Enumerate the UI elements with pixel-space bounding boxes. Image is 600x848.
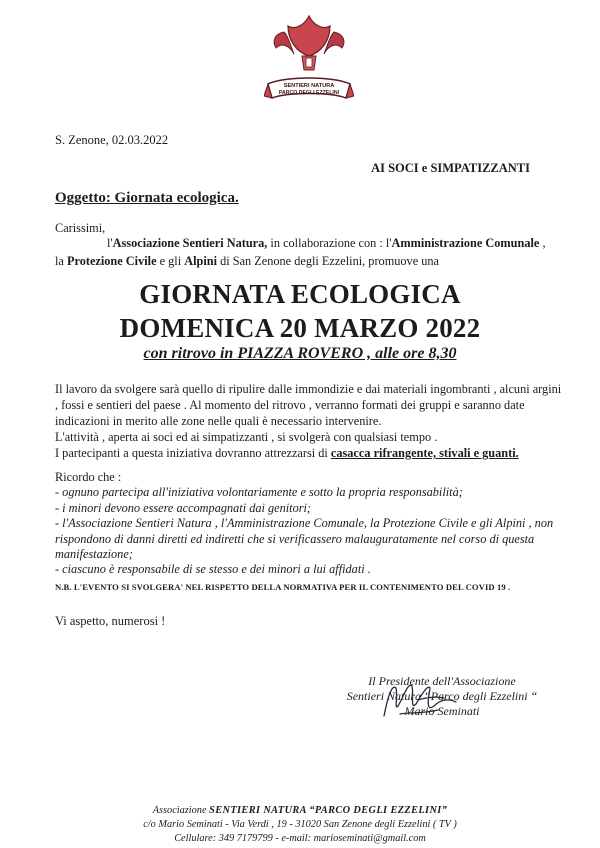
flower-icon: [274, 16, 344, 70]
civil-protection-name: Protezione Civile: [66, 254, 157, 268]
reminder-list: [55, 470, 570, 578]
list-item: - ognuno partecipa all'iniziativa volontariamente e sotto la propria responsabilità;: [55, 485, 463, 500]
municipality-name: Amministrazione Comunale: [391, 236, 540, 250]
association-name: Associazione Sentieri Natura,: [112, 236, 268, 250]
list-item: - ciascuno è responsabile di se stesso e dei minori a lui affidati .: [55, 562, 371, 577]
intro-paragraph: [55, 234, 565, 270]
footer-association-name: SENTIERI NATURA “PARCO DEGLI EZZELINI”: [209, 805, 448, 816]
place-date: S. Zenone, 02.03.2022: [55, 133, 169, 147]
logo-banner-line2: PARCO DEGLI EZZELINI: [278, 90, 340, 96]
body-p3: [55, 445, 567, 461]
alpini-name: Alpini: [184, 254, 218, 268]
recipients: [371, 161, 530, 176]
event-title: GIORNATA ECOLOGICA: [139, 279, 461, 309]
footer-contacts: Cellulare: 349 7179799 - e-mail: marioseminati@gmail.com: [174, 833, 426, 844]
greeting: Carissimi,: [55, 221, 106, 235]
intro-text: e gli: [156, 254, 185, 268]
intro-text: l': [107, 236, 113, 250]
list-item: - i minori devono essere accompagnati dai genitori;: [55, 500, 312, 515]
intro-text: in collaborazione con : l': [267, 236, 392, 250]
footer: [0, 804, 600, 846]
meeting-point-text: con ritrovo in PIAZZA ROVERO , alle ore 8,30: [143, 345, 457, 362]
required-equipment: casacca rifrangente, stivali e guanti.: [330, 446, 519, 460]
association-logo: [264, 12, 354, 108]
meeting-point: [0, 345, 600, 363]
event-date: DOMENICA 20 MARZO 2022: [119, 313, 481, 343]
closing-line: Vi aspetto, numerosi !: [55, 614, 166, 628]
body-paragraph: [55, 381, 567, 461]
subject-line: Oggetto: Giornata ecologica.: [55, 190, 239, 206]
body-p3-text: I partecipanti a questa iniziativa dovranno attrezzarsi di: [55, 446, 331, 460]
intro-text: ,: [539, 236, 546, 250]
intro-text: di San Zenone degli Ezzelini, promuove una: [217, 254, 439, 268]
signature-title: Il Presidente dell'Associazione: [368, 674, 516, 688]
footer-line1: [0, 804, 600, 818]
intro-text: la: [55, 254, 67, 268]
reminder-intro: Ricordo che :: [55, 470, 122, 484]
body-p2: L'attività , aperta ai soci ed ai simpatizzanti , si svolgerà con qualsiasi tempo .: [55, 430, 438, 444]
handwritten-signature: [378, 676, 478, 722]
footer-label: Associazione: [152, 805, 210, 816]
covid-note: N.B. L'EVENTO SI SVOLGERA' NEL RISPETTO DELLA NORMATIVA PER IL CONTENIMENTO DEL COVID 19 .: [55, 582, 511, 592]
footer-address: c/o Mario Seminati - Via Verdi , 19 - 31020 San Zenone degli Ezzelini ( TV ): [143, 819, 457, 830]
list-item: - l'Associazione Sentieri Natura , l'Amministrazione Comunale, la Protezione Civile e gli Alpini , non rispondono di danni diretti ed indiretti che si verificassero malauguratamente nel corso di questa manifestazione;: [55, 516, 554, 562]
logo-banner-line1: SENTIERI NATURA: [283, 83, 335, 89]
signature-association: Sentieri Natura “Parco degli Ezzelini “: [346, 689, 538, 703]
body-p1: Il lavoro da svolgere sarà quello di ripulire dalle immondizie e dai materiali ingombranti , alcuni argini , fossi e sentieri del paese . Al momento del ritrovo , verranno formati dei gruppi e saranno date indicazioni in merito alle zone nelle quali è necessario intervenire.: [55, 382, 562, 428]
recipients-text: AI SOCI e SIMPATIZZANTI: [371, 161, 530, 175]
signature-name: Mario Seminati: [404, 704, 480, 718]
